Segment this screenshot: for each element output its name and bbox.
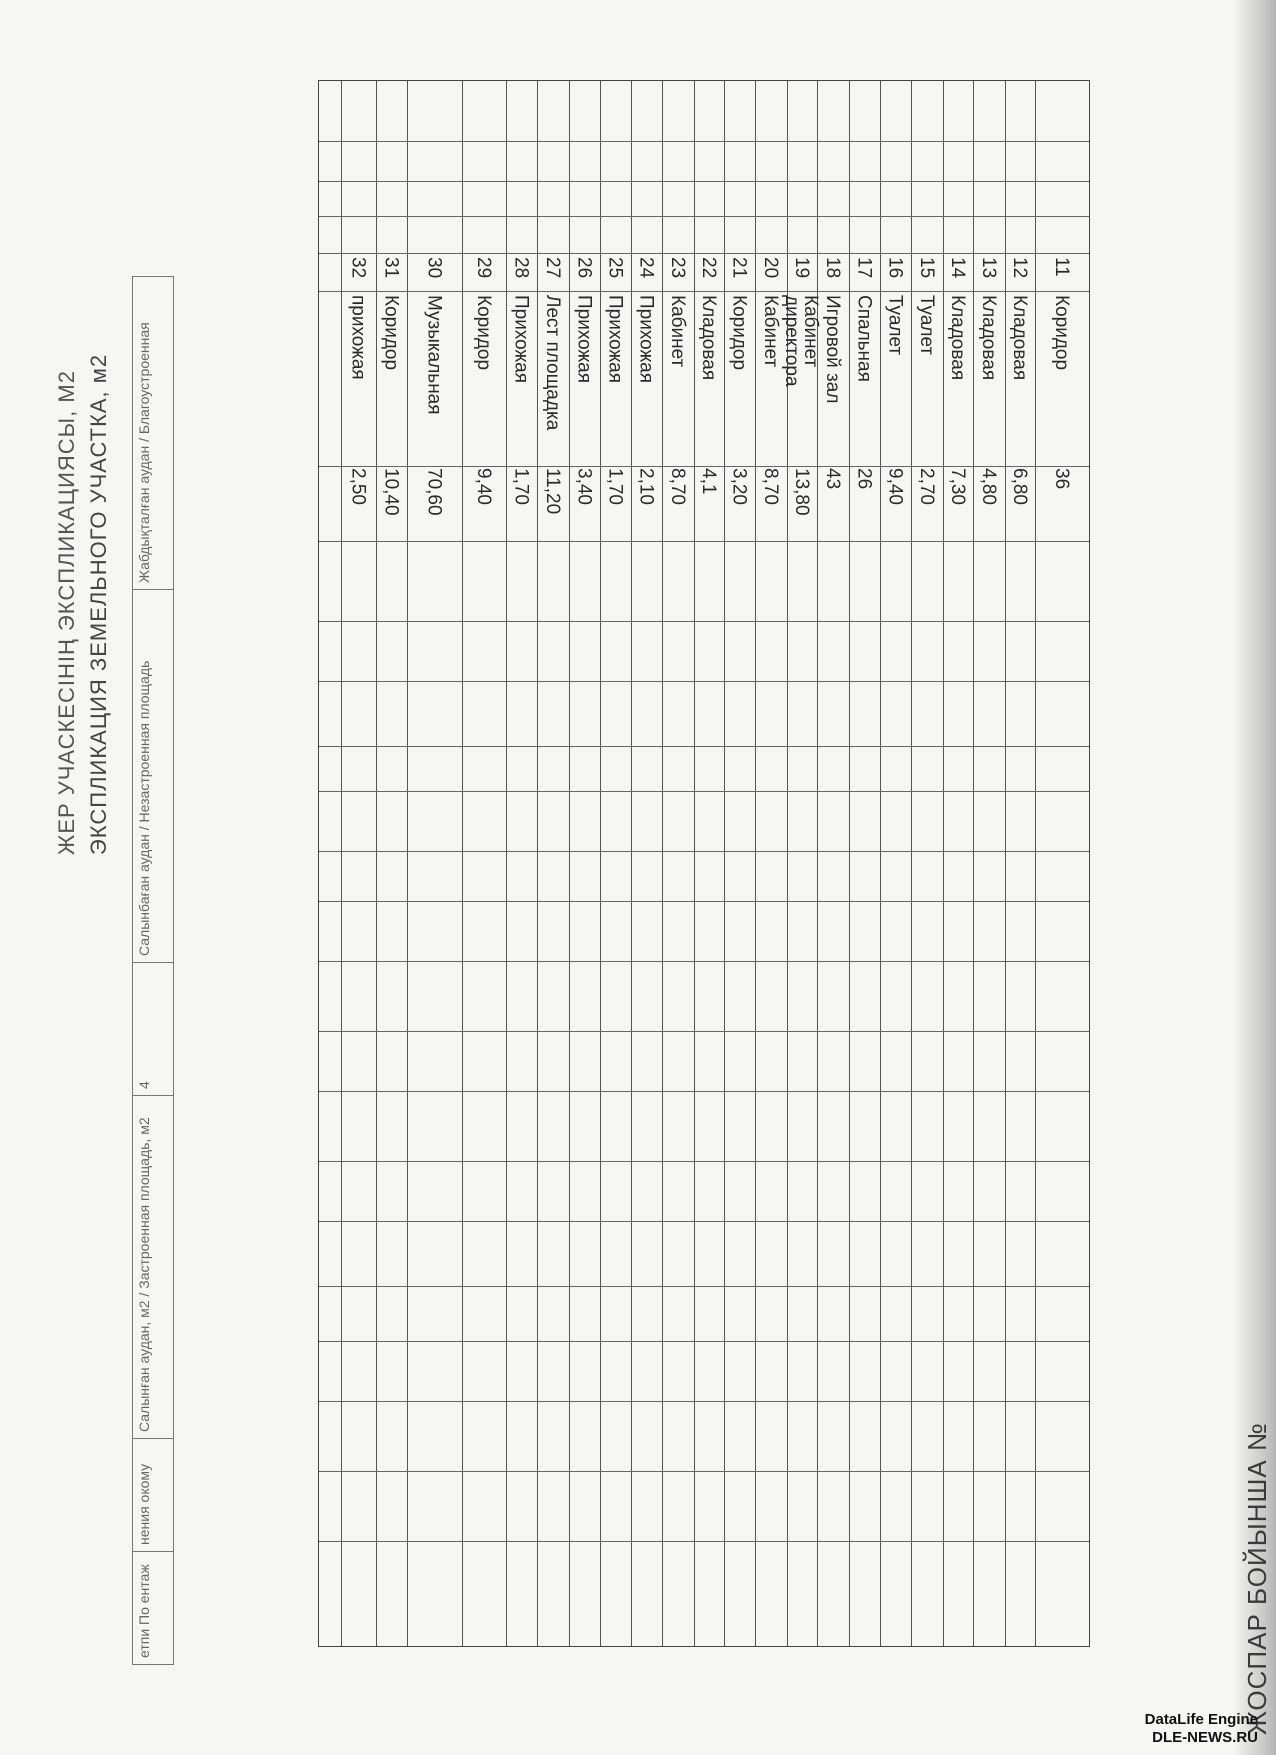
- row-22-name: Кладовая: [698, 295, 719, 381]
- grid-hline: [319, 681, 1089, 682]
- watermark: [1145, 1711, 1258, 1747]
- grid-vline: [462, 81, 463, 1646]
- row-17-area: 26: [853, 468, 875, 490]
- row-12-num: 12: [1009, 257, 1030, 279]
- row-24-area: 2,10: [635, 468, 657, 505]
- grid-vline: [600, 81, 601, 1646]
- header-cell-unbuilt-area: Салынбаған аудан / Незастроенная площадь: [133, 590, 174, 963]
- row-15-area: 2,70: [916, 468, 937, 505]
- title-russian: ЭКСПЛИКАЦИЯ ЗЕМЕЛЬНОГО УЧАСТКА, м2: [86, 353, 111, 855]
- row-24-num: 24: [635, 257, 657, 279]
- row-13-area: 4,80: [978, 468, 999, 505]
- grid-hline: [319, 541, 1089, 542]
- grid-vline: [376, 81, 377, 1646]
- row-14-num: 14: [947, 257, 968, 279]
- grid-vline: [407, 81, 408, 1646]
- grid-hline: [319, 1221, 1089, 1222]
- row-32-area: 2,50: [347, 468, 369, 505]
- row-13-name: Кладовая: [978, 295, 999, 381]
- row-19-num: 19: [791, 257, 812, 279]
- row-28-num: 28: [510, 257, 532, 279]
- row-14-name: Кладовая: [947, 295, 968, 381]
- grid-hline: [319, 1031, 1089, 1032]
- row-31-name: Коридор: [380, 295, 402, 371]
- row-16-name: Туалет: [884, 295, 906, 356]
- grid-vline: [880, 81, 881, 1646]
- row-22-num: 22: [698, 257, 719, 279]
- row-15-name: Туалет: [916, 295, 937, 356]
- row-11-name: Коридор: [1051, 295, 1072, 371]
- row-18-num: 18: [822, 257, 843, 279]
- header-table: [132, 276, 174, 1665]
- title-kazakh: ЖЕР УЧАСКЕСІНІҢ ЭКСПЛИКАЦИЯСЫ, М2: [54, 370, 79, 855]
- row-21-name: Коридор: [728, 295, 750, 371]
- row-26-area: 3,40: [573, 468, 595, 505]
- header-cell-floor: етпи По ентаж: [133, 1552, 174, 1665]
- row-19-name: Кабинет директора: [781, 295, 821, 387]
- row-21-num: 21: [728, 257, 750, 279]
- grid-hline: [319, 1161, 1089, 1162]
- row-12-name: Кладовая: [1009, 295, 1030, 381]
- row-26-name: Прихожая: [573, 295, 595, 384]
- grid-vline: [569, 81, 570, 1646]
- row-11-area: 36: [1051, 468, 1072, 490]
- row-23-name: Кабинет: [667, 295, 688, 368]
- row-16-area: 9,40: [884, 468, 906, 505]
- row-23-area: 8,70: [667, 468, 688, 505]
- grid-hline: [319, 791, 1089, 792]
- header-cell-landscaped: Жабдықталған аудан / Благоустроенная: [133, 277, 174, 590]
- row-17-name: Спальная: [853, 295, 875, 382]
- grid-vline: [724, 81, 725, 1646]
- row-25-area: 1,70: [604, 468, 626, 505]
- grid-vline: [849, 81, 850, 1646]
- grid-hline: [319, 901, 1089, 902]
- row-25-name: Прихожая: [604, 295, 626, 384]
- row-13-num: 13: [978, 257, 999, 279]
- grid-hline: [319, 1401, 1089, 1402]
- row-27-num: 27: [542, 257, 563, 279]
- grid-vline: [506, 81, 507, 1646]
- grid-hline: [319, 746, 1089, 747]
- watermark-line1: DataLife Engine: [1144, 1711, 1258, 1728]
- row-29-name: Коридор: [473, 295, 494, 371]
- grid-vline: [537, 81, 538, 1646]
- grid-hline: [319, 1286, 1089, 1287]
- grid-vline: [973, 81, 974, 1646]
- grid-hline: [319, 466, 1089, 467]
- row-22-area: 4,1: [698, 468, 719, 495]
- grid-hline: [319, 253, 1089, 254]
- grid-hline: [319, 1341, 1089, 1342]
- grid-vline: [1005, 81, 1006, 1646]
- explication-grid: [318, 80, 1090, 1647]
- row-25-num: 25: [604, 257, 626, 279]
- row-32-num: 32: [347, 257, 369, 279]
- row-29-area: 9,40: [473, 468, 494, 505]
- grid-hline: [319, 1471, 1089, 1472]
- grid-hline: [319, 851, 1089, 852]
- row-15-num: 15: [916, 257, 937, 279]
- watermark-line2: DLE-NEWS.RU: [1152, 1729, 1258, 1746]
- row-27-area: 11,20: [542, 468, 563, 515]
- grid-vline: [341, 81, 342, 1646]
- row-30-num: 30: [423, 257, 445, 279]
- grid-vline: [943, 81, 944, 1646]
- grid-hline: [319, 961, 1089, 962]
- right-edge-title: ЖОСПАР БОЙЫНША №: [1242, 1422, 1272, 1735]
- row-17-num: 17: [853, 257, 875, 279]
- row-20-num: 20: [760, 257, 781, 279]
- row-12-area: 6,80: [1009, 468, 1030, 505]
- row-30-name: Музыкальная: [423, 295, 445, 415]
- grid-hline: [319, 181, 1089, 182]
- row-26-num: 26: [573, 257, 595, 279]
- grid-vline: [662, 81, 663, 1646]
- row-14-area: 7,30: [947, 468, 968, 505]
- row-24-name: Прихожая: [635, 295, 657, 384]
- grid-hline: [319, 621, 1089, 622]
- row-31-num: 31: [380, 257, 402, 279]
- grid-vline: [631, 81, 632, 1646]
- row-21-area: 3,20: [728, 468, 750, 505]
- header-cell-num: 4: [133, 963, 174, 1096]
- header-cell-use: нения окому: [133, 1439, 174, 1552]
- row-18-area: 43: [822, 468, 843, 490]
- row-28-name: Прихожая: [510, 295, 532, 384]
- grid-vline: [694, 81, 695, 1646]
- row-23-num: 23: [667, 257, 688, 279]
- row-31-area: 10,40: [380, 468, 402, 516]
- grid-hline: [319, 1091, 1089, 1092]
- row-28-area: 1,70: [510, 468, 532, 505]
- row-20-name: Кабинет: [760, 295, 781, 368]
- row-18-name: Игровой зал: [822, 295, 843, 404]
- grid-hline: [319, 216, 1089, 217]
- row-30-area: 70,60: [423, 468, 445, 516]
- row-29-num: 29: [473, 257, 494, 279]
- grid-vline: [1035, 81, 1036, 1646]
- row-19-area: 13,80: [791, 468, 812, 516]
- grid-vline: [755, 81, 756, 1646]
- grid-hline: [319, 1541, 1089, 1542]
- row-11-num: 11: [1051, 257, 1072, 277]
- row-27-name: Лест площадка: [542, 295, 563, 431]
- grid-vline: [911, 81, 912, 1646]
- row-16-num: 16: [884, 257, 906, 279]
- row-20-area: 8,70: [760, 468, 781, 505]
- grid-hline: [319, 291, 1089, 292]
- header-cell-built-area: Салынған аудан, м2 / Застроенная площадь, м2: [133, 1096, 174, 1439]
- grid-hline: [319, 141, 1089, 142]
- document-header: [40, 25, 200, 1755]
- row-32-name: прихожая: [347, 295, 369, 380]
